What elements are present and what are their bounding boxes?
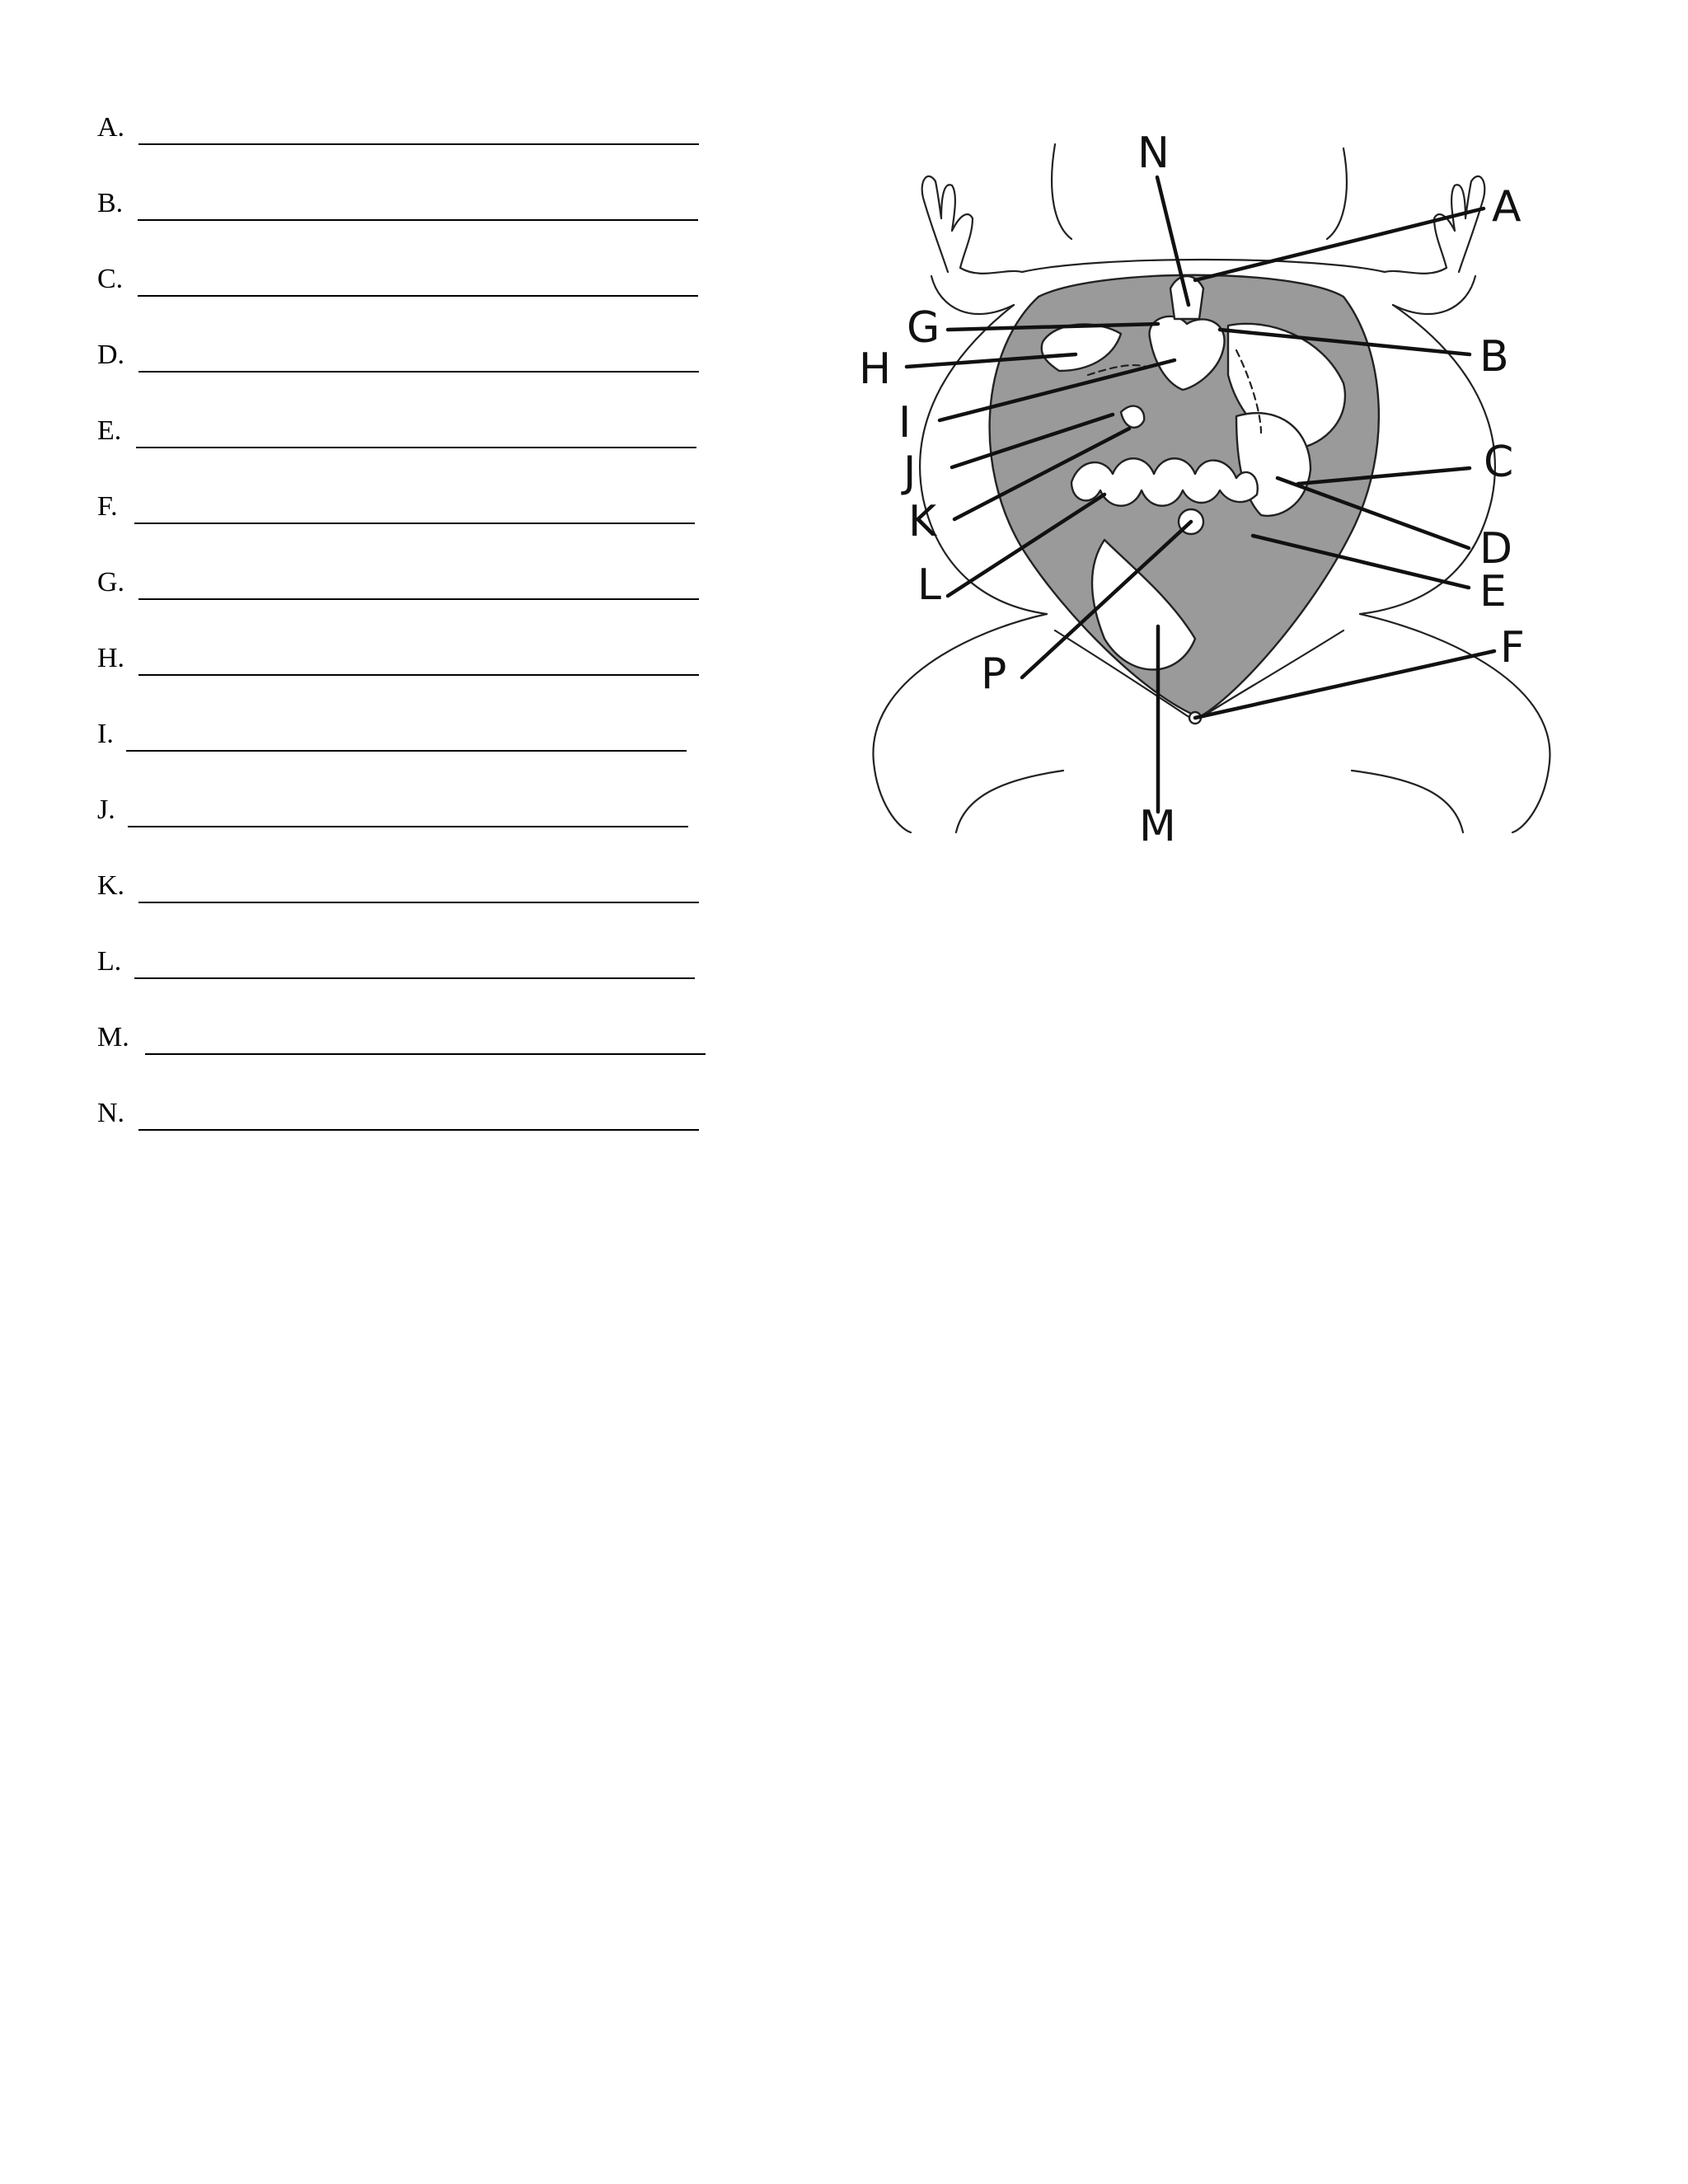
answer-row-a (97, 105, 724, 147)
answer-row-c (97, 257, 724, 298)
row-letter: D. (97, 340, 125, 370)
answer-row-m (97, 1015, 724, 1057)
answer-blank[interactable] (138, 219, 698, 221)
row-letter: G. (97, 567, 125, 598)
row-letter: M. (97, 1022, 129, 1052)
answer-blank[interactable] (138, 371, 699, 373)
answer-blank[interactable] (134, 523, 695, 524)
diagram-label-n: N (1137, 129, 1170, 178)
answer-blank[interactable] (138, 674, 699, 676)
row-letter: F. (97, 491, 118, 522)
row-letter: N. (97, 1098, 125, 1128)
answer-blank[interactable] (136, 447, 696, 448)
answer-row-n (97, 1091, 724, 1132)
diagram-label-k: K (908, 497, 937, 546)
row-letter: J. (97, 794, 115, 825)
answer-row-f (97, 485, 724, 526)
left-forelimb (922, 176, 1022, 274)
answer-row-k (97, 864, 724, 905)
row-letter: C. (97, 264, 124, 294)
answer-row-d (97, 333, 724, 374)
diagram-label-l: L (917, 560, 941, 610)
answer-blank[interactable] (138, 1129, 699, 1131)
diagram-label-m: M (1139, 802, 1176, 845)
right-arm (1393, 276, 1475, 314)
answer-blank[interactable] (138, 143, 699, 145)
diagram-label-j: J (903, 448, 917, 497)
frog-dissection-diagram (849, 103, 1558, 845)
answer-row-i (97, 712, 724, 753)
answer-blank[interactable] (138, 902, 699, 903)
answer-row-h (97, 636, 724, 677)
row-letter: E. (97, 415, 122, 446)
answer-row-g (97, 560, 724, 602)
row-letter: I. (97, 719, 114, 749)
diagram-label-i: I (898, 398, 912, 448)
answer-row-b (97, 181, 724, 223)
answer-blank[interactable] (128, 826, 688, 827)
row-letter: L. (97, 946, 122, 977)
diagram-label-a: A (1492, 182, 1522, 232)
head-outline (1052, 144, 1347, 239)
answer-blank[interactable] (138, 598, 699, 600)
frog-dissection-svg (849, 103, 1558, 845)
diagram-label-d: D (1479, 524, 1513, 574)
row-letter: K. (97, 870, 125, 901)
right-forelimb (1385, 176, 1484, 274)
row-letter: A. (97, 112, 125, 143)
row-letter: B. (97, 188, 124, 218)
left-arm (931, 276, 1014, 314)
diagram-label-b: B (1479, 332, 1509, 382)
diagram-label-p: P (981, 649, 1007, 699)
left-hind-leg (873, 614, 1063, 832)
diagram-label-f: F (1500, 623, 1525, 673)
answer-blank[interactable] (126, 750, 687, 752)
shoulder-line (1022, 260, 1385, 272)
diagram-label-g: G (907, 303, 940, 353)
answer-row-e (97, 409, 724, 450)
answer-blank[interactable] (138, 295, 698, 297)
answer-row-l (97, 940, 724, 981)
leader-a (1195, 209, 1484, 280)
answer-blank[interactable] (134, 977, 695, 979)
diagram-label-c: C (1484, 438, 1514, 487)
row-letter: H. (97, 643, 125, 673)
diagram-label-h: H (859, 344, 892, 394)
answer-row-j (97, 788, 724, 829)
diagram-label-e: E (1479, 567, 1507, 616)
answer-blank[interactable] (145, 1053, 706, 1055)
